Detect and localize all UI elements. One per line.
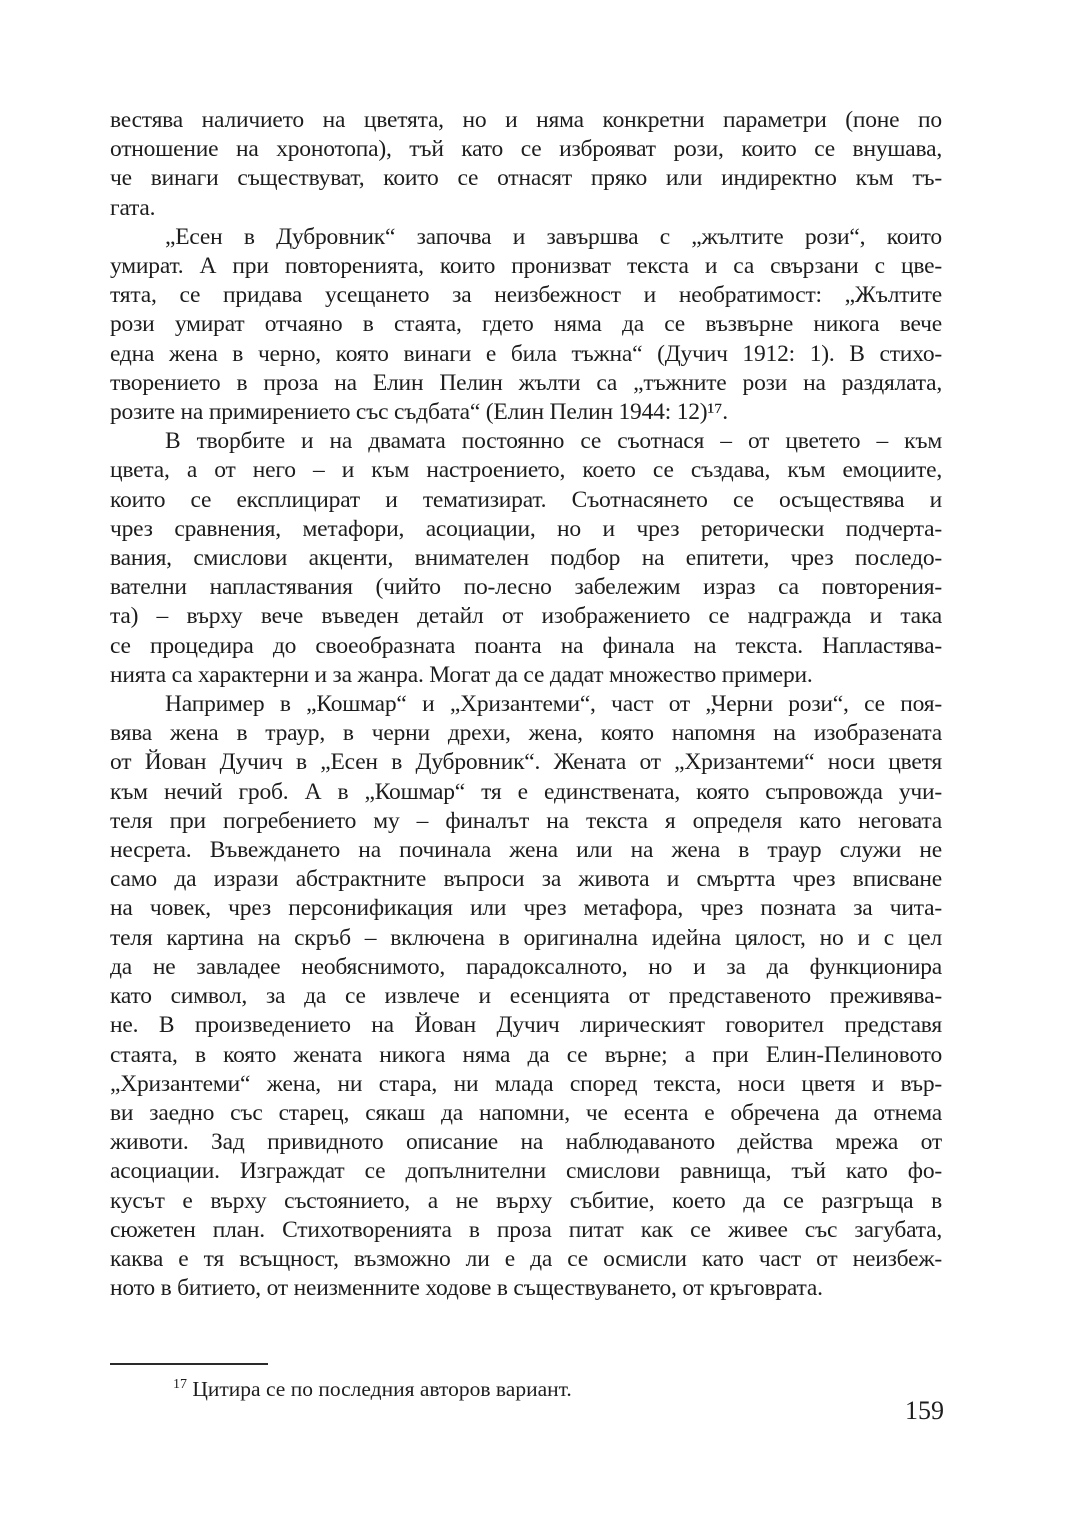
text-line: ви заедно със старец, сякаш да напомни, че есента е обречена да отнема bbox=[110, 1099, 942, 1126]
text-line: като символ, за да се извлече и есенцията от представеното преживява- bbox=[110, 983, 942, 1010]
text-line: вестява наличието на цветята, но и няма конкретни параметри (поне по bbox=[110, 107, 942, 133]
text-line: чрез сравнения, метафори, асоциации, но и чрез реторически подчерта- bbox=[110, 515, 942, 542]
text-line: асоциации. Изграждат се допълнителни смислови равнища, тъй като фо- bbox=[110, 1158, 942, 1185]
text-line: от Йован Дучич в „Есен в Дубровник“. Жената от „Хризантеми“ носи цветя bbox=[110, 749, 942, 776]
text-line: вателни напластявания (чийто по-лесно забележим израз са повторения- bbox=[110, 574, 942, 601]
text-line: несрета. Въвеждането на починала жена или на жена в траур служи не bbox=[110, 837, 942, 864]
text-line: които се експлицират и тематизират. Съотнасянето се осъществява и bbox=[110, 486, 942, 513]
paragraph bbox=[110, 223, 942, 427]
text-line: „Есен в Дубровник“ започва и завършва с „жълтите рози“, които bbox=[165, 223, 942, 250]
text-line: че винаги съществуват, които се отнасят пряко или индиректно към тъ- bbox=[110, 165, 942, 192]
text-line: на човек, чрез персонификация или чрез метафора, чрез позната за чита- bbox=[110, 895, 942, 922]
text-line: отношение на хронотопа), тъй като се изброяват рози, които се внушава, bbox=[110, 136, 942, 163]
text-line: сюжетен план. Стихотворенията в проза питат как се живее със загубата, bbox=[110, 1216, 942, 1243]
text-line: „Хризантеми“ жена, ни стара, ни млада според текста, носи цветя и вър- bbox=[110, 1070, 942, 1097]
text-line: вява жена в траур, в черни дрехи, жена, която напомня на изобразената bbox=[110, 720, 942, 747]
paragraph bbox=[110, 427, 942, 690]
footnote bbox=[110, 1376, 942, 1403]
paragraph bbox=[110, 690, 942, 1303]
text-line: творението в проза на Елин Пелин жълти са „тъжните рози на раздялата, bbox=[110, 369, 942, 396]
text-line: да не завладее необяснимото, парадоксалното, но и за да функционира bbox=[110, 953, 942, 980]
text-line: теля при погребението му – финалът на текста я определя като неговата bbox=[110, 807, 942, 834]
text-line: В творбите и на двамата постоянно се съотнася – от цветето – към bbox=[165, 428, 942, 455]
text-line: умират. А при повторенията, които пронизват текста и са свързани с цве- bbox=[110, 253, 942, 280]
text-line: кусът е върху състоянието, а не върху събитие, което да се разгръща в bbox=[110, 1187, 942, 1214]
text-line: тята, се придава усещането за неизбежност и необратимост: „Жълтите bbox=[110, 282, 942, 309]
text-line: не. В произведението на Йован Дучич лирическият говорител представя bbox=[110, 1012, 942, 1039]
text-line: ното в битието, от неизменните ходове в съществуването, от кръговрата. bbox=[110, 1275, 823, 1302]
text-line: цвета, а от него – и към настроението, което се създава, към емоциите, bbox=[110, 457, 942, 484]
text-line: само да изрази абстрактните въпроси за живота и смъртта чрез вписване bbox=[110, 866, 942, 893]
text-line: розите на примирението със съдбата“ (Елин Пелин 1944: 12)¹⁷. bbox=[110, 399, 728, 426]
text-line: една жена в черно, която винаги е била тъжна“ (Дучич 1912: 1). В стихо- bbox=[110, 340, 942, 367]
footnote-marker: 17 bbox=[173, 1376, 187, 1392]
text-line: към нечий гроб. А в „Кошмар“ тя е единствената, която съпровожда учи- bbox=[110, 778, 942, 805]
page-number: 159 bbox=[905, 1396, 944, 1425]
text-line: се процедира до своеобразната поанта на финала на текста. Напластява- bbox=[110, 632, 942, 659]
paragraph bbox=[110, 106, 942, 223]
text-line: нията са характерни и за жанра. Могат да се дадат множество примери. bbox=[110, 661, 813, 688]
text-line: гата. bbox=[110, 194, 156, 221]
text-line: рози умират отчаяно в стаята, гдето няма да се възвърне никога вече bbox=[110, 311, 942, 338]
text-line: стаята, в която жената никога няма да се върне; а при Елин-Пелиновото bbox=[110, 1041, 942, 1068]
text-line: та) – върху вече въведен детайл от изображението се надгражда и така bbox=[110, 603, 942, 630]
text-line: вания, смислови акценти, внимателен подбор на епитети, чрез последо- bbox=[110, 545, 942, 572]
footnote-text: Цитира се по последния авторов вариант. bbox=[192, 1377, 572, 1401]
text-line: животи. Зад привидното описание на наблюдаваното действа мрежа от bbox=[110, 1129, 942, 1156]
body-text bbox=[110, 106, 942, 1303]
footnote-separator-rule bbox=[110, 1363, 268, 1365]
text-line: каква е тя всъщност, възможно ли е да се осмисли като част от неизбеж- bbox=[110, 1245, 942, 1272]
text-line: теля картина на скръб – включена в оригинална идейна цялост, но и с цел bbox=[110, 924, 942, 951]
text-line: Например в „Кошмар“ и „Хризантеми“, част от „Черни рози“, се поя- bbox=[165, 691, 942, 718]
